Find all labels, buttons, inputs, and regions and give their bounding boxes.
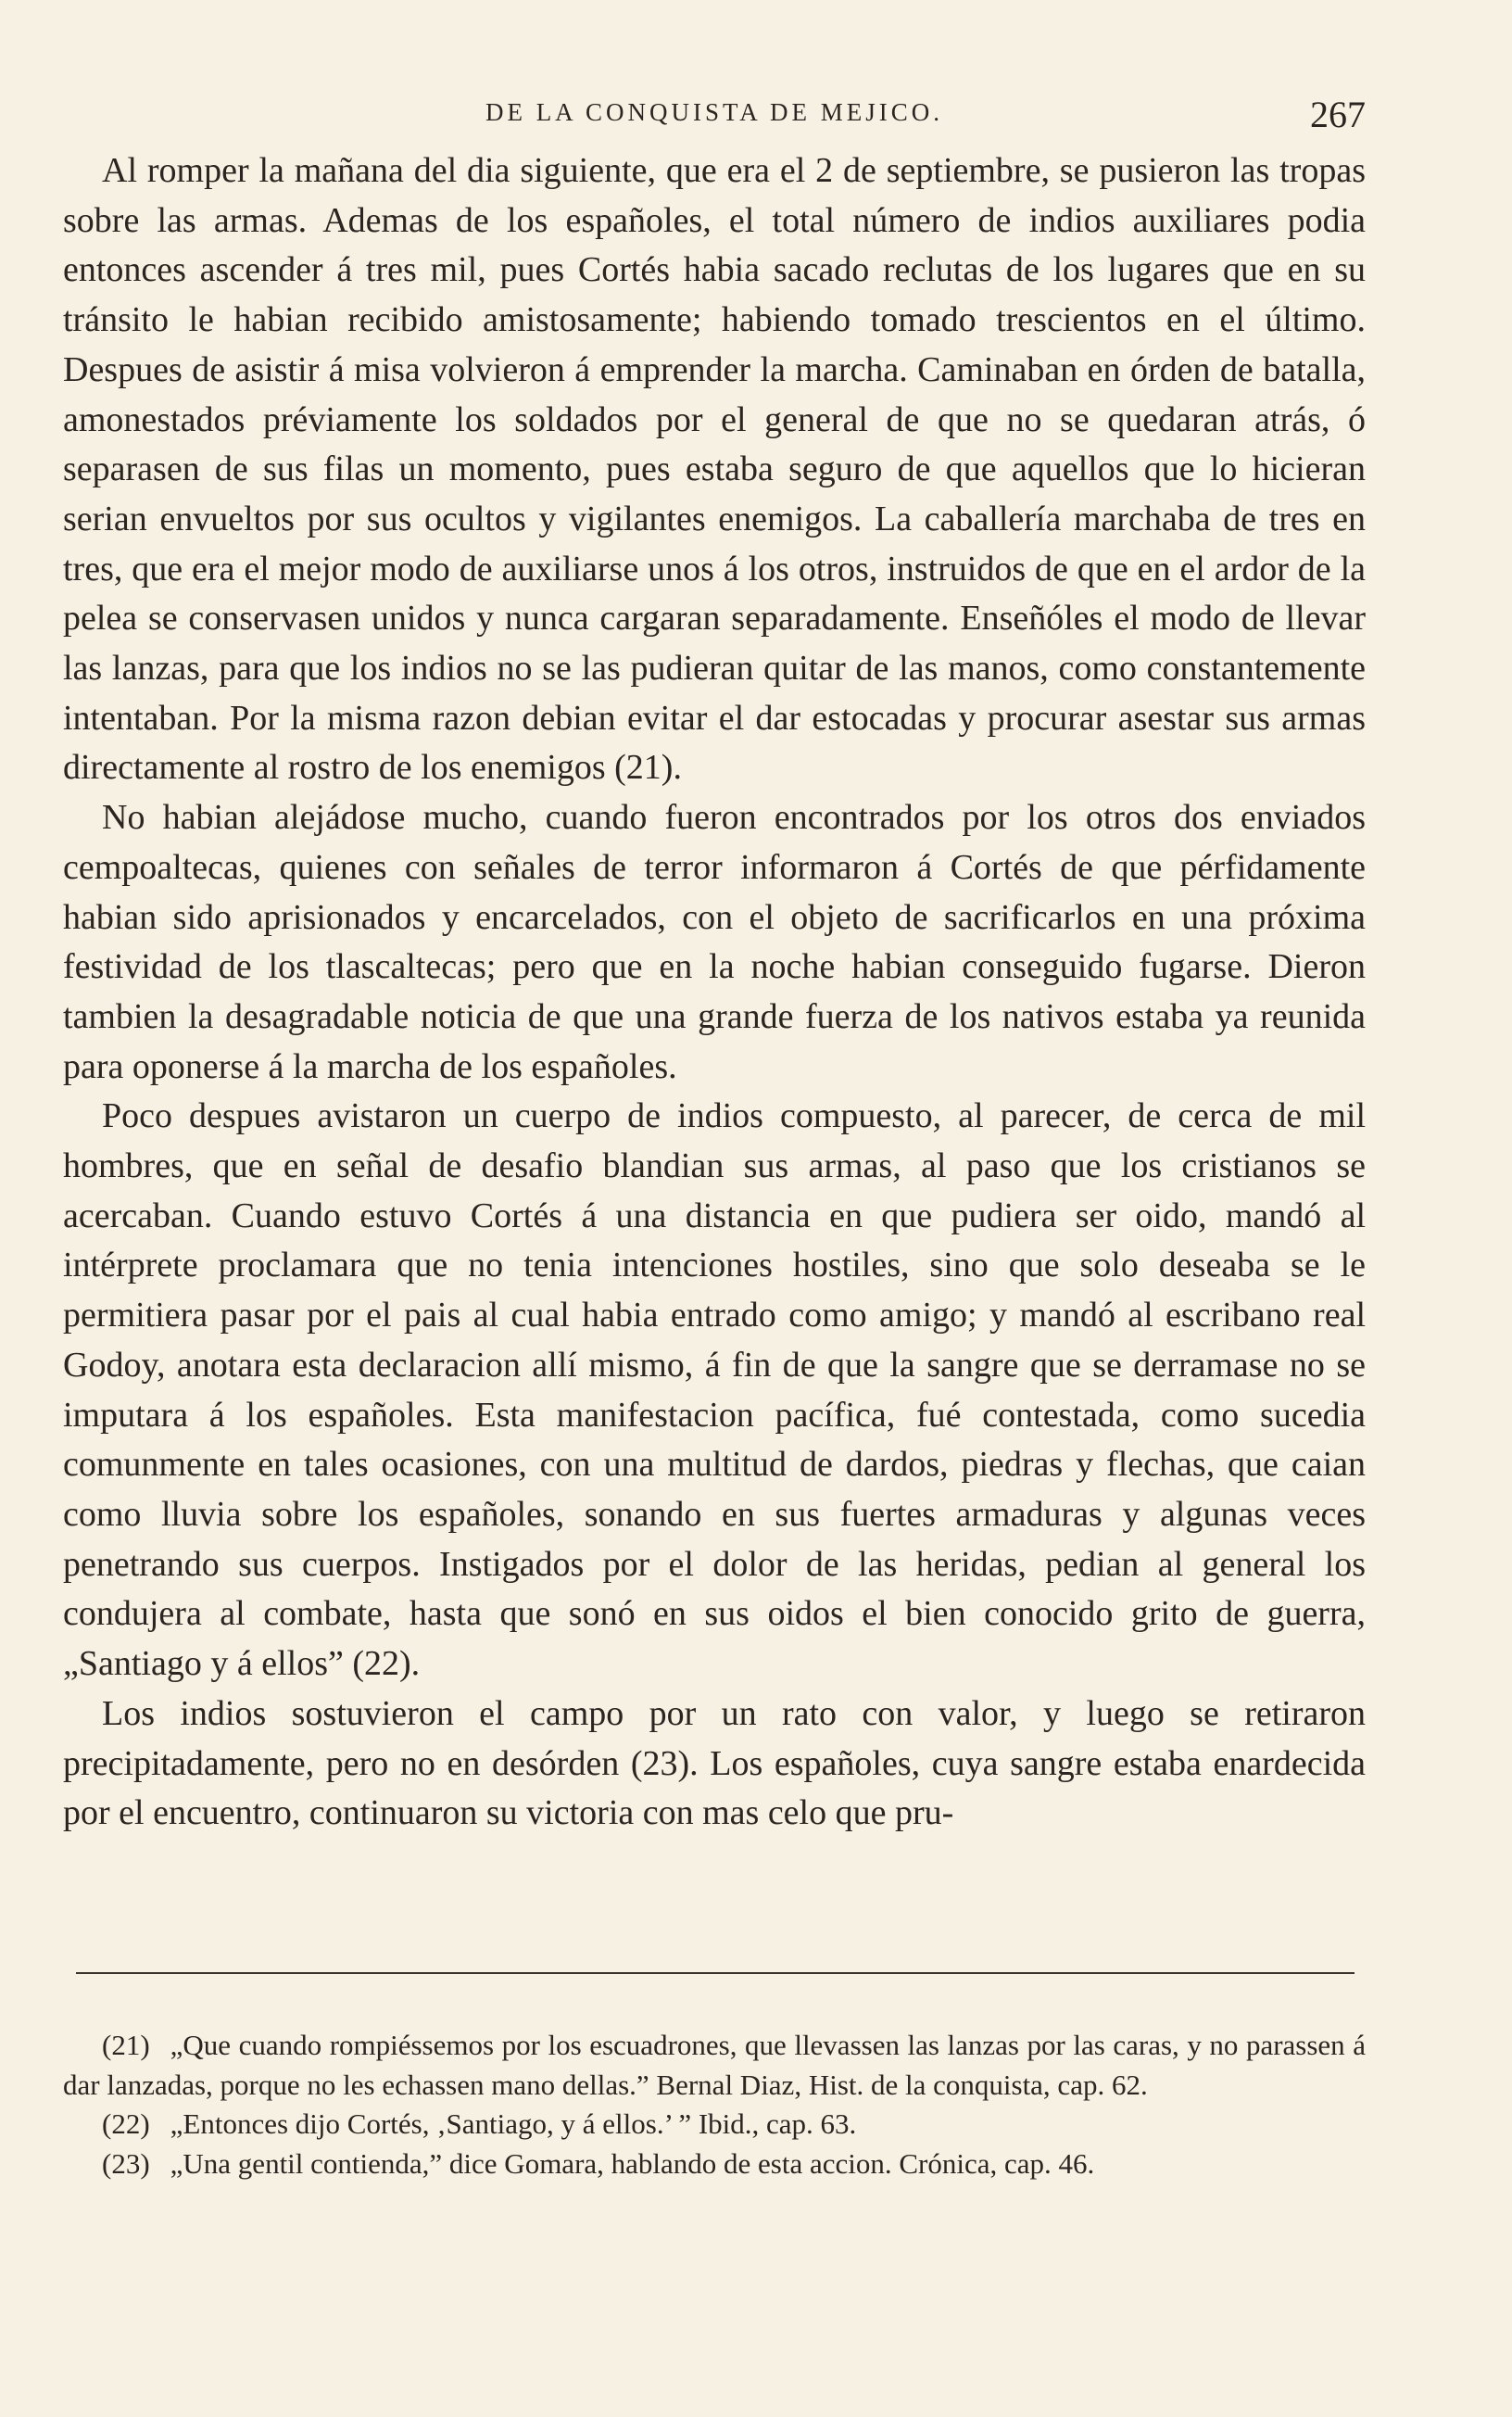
paragraph: Al romper la mañana del dia siguiente, que era el 2 de septiembre, se pusieron las tropas sobre las armas. Ademas de los españoles, el total número de indios auxiliares podia entonces ascender á tres mil, pues Cortés habia sacado reclutas de los lugares que en su tránsito le habian recibido amistosamente; habiendo tomado trescientos en el último. Despues de asistir á misa volvieron á emprender la marcha. Caminaban en órden de batalla, amonestados préviamente los soldados por el general de que no se quedaran atrás, ó separasen de sus filas un momento, pues estaba seguro de que aquellos que lo hicieran serian envueltos por sus ocultos y vigilantes enemigos. La caballería marchaba de tres en tres, que era el mejor modo de auxiliarse unos á los otros, instruidos de que en el ardor de la pelea se conservasen unidos y nunca cargaran separadamente. Enseñóles el modo de llevar las lanzas, para que los indios no se las pudieran quitar de las manos, como constantemente intentaban. Por la misma razon debian evitar el dar estocadas y procurar asestar sus armas directamente al rostro de los enemigos (21). [63,151,1366,788]
footnotes [63,2026,1366,2183]
running-head [63,93,1366,148]
footnote [63,2145,1366,2184]
footnote-divider [76,1972,1354,1974]
body-text [63,146,1366,1839]
footnote [63,2026,1366,2105]
running-title: DE LA CONQUISTA DE MEJICO. [485,98,944,126]
footnote-text: „Que cuando rompiéssemos por los escuadrones, que llevassen las lanzas por las caras, y no parassen á dar lanzadas, porque no les echassen mano dellas.” Bernal Diaz, Hist. de la conquista, cap. 62. [63,2029,1366,2101]
paragraph: Poco despues avistaron un cuerpo de indios compuesto, al parecer, de cerca de mil hombres, que en señal de desafio blandian sus armas, al paso que los cristianos se acercaban. Cuando estuvo Cortés á una distancia en que pudiera ser oido, mandó al intérprete proclamara que no tenia intenciones hostiles, sino que solo deseaba se le permitiera pasar por el pais al cual habia entrado como amigo; y mandó al escribano real Godoy, anotara esta declaracion allí mismo, á fin de que la sangre que se derramase no se imputara á los españoles. Esta manifestacion pacífica, fué contestada, como sucedia comunmente en tales ocasiones, con una multitud de dardos, piedras y flechas, que caian como lluvia sobre los españoles, sonando en sus fuertes armaduras y algunas veces penetrando sus cuerpos. Instigados por el dolor de las heridas, pedian al general los condujera al combate, hasta que sonó en sus oidos el bien conocido grito de guerra, „Santiago y á ellos” (22). [63,1096,1366,1684]
paragraph: Los indios sostuvieron el campo por un rato con valor, y luego se retiraron precipitadamente, pero no en desórden (23). Los españoles, cuya sangre estaba enardecida por el encuentro, continuaron su victoria con mas celo que pru- [63,1693,1366,1833]
footnote-mark: (22) [102,2107,150,2140]
footnote-text: „Entonces dijo Cortés, ‚Santiago, y á ellos.’ ” Ibid., cap. 63. [170,2107,857,2140]
footnote [63,2105,1366,2145]
footnote-text: „Una gentil contienda,” dice Gomara, hablando de esta accion. Crónica, cap. 46. [170,2146,1095,2180]
paragraph: No habian alejádose mucho, cuando fueron encontrados por los otros dos enviados cempoaltecas, quienes con señales de terror informaron á Cortés de que pérfidamente habian sido aprisionados y encarcelados, con el objeto de sacrificarlos en una próxima festividad de los tlascaltecas; pero que en la noche habian conseguido fugarse. Dieron tambien la desagradable noticia de que una grande fuerza de los nativos estaba ya reunida para oponerse á la marcha de los españoles. [63,798,1366,1086]
footnote-mark: (23) [102,2146,150,2180]
footnote-mark: (21) [102,2029,150,2061]
page-number: 267 [1310,94,1366,135]
